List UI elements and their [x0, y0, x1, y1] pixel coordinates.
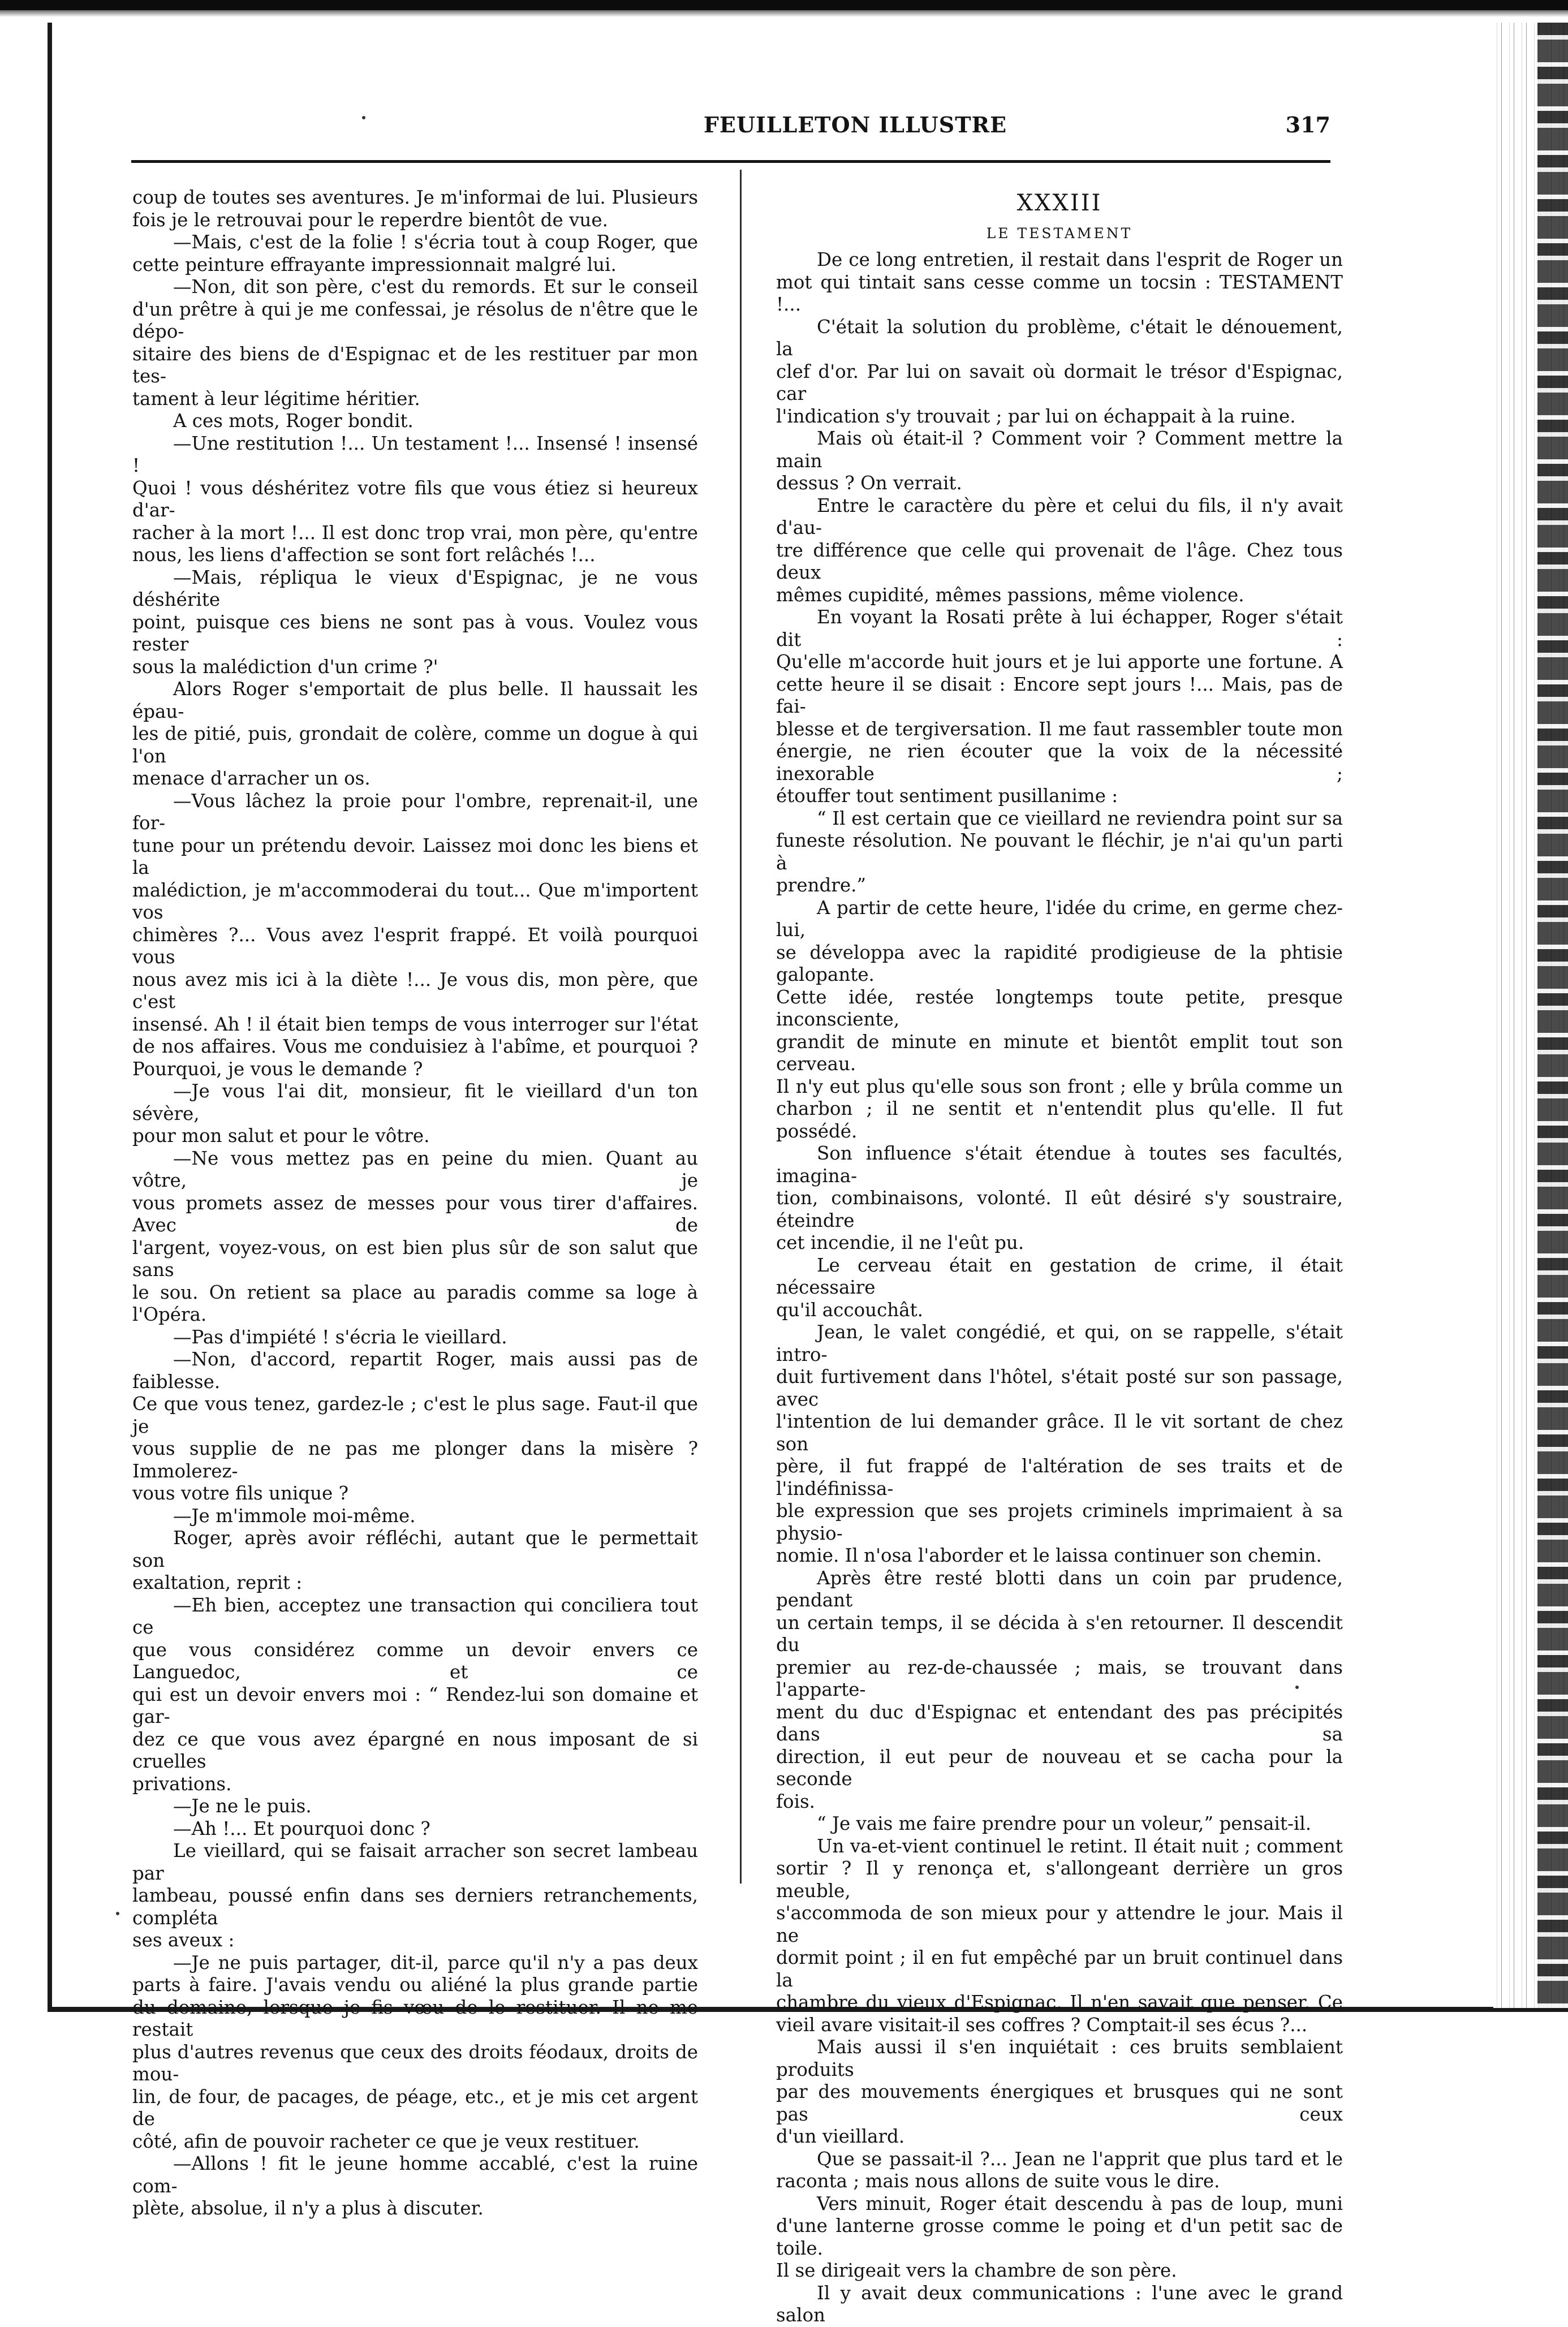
- column-divider: [740, 170, 742, 1884]
- chapter-number: XXXIII: [1016, 190, 1102, 216]
- text-line: les de pitié, puis, grondait de colère, comme un dogue à qui l'on: [132, 723, 698, 767]
- text-line: Il y avait deux communications : l'une avec le grand salon: [776, 2282, 1343, 2326]
- text-line: tre différence que celle qui provenait de l'âge. Chez tous deux: [776, 539, 1343, 583]
- text-line: —Allons ! fit le jeune homme accablé, c'est la ruine com-: [132, 2153, 698, 2197]
- text-line: lin, de four, de pacages, de péage, etc., et je mis cet argent de: [132, 2085, 698, 2130]
- text-line: parts à faire. J'avais vendu ou aliéné la plus grande partie: [132, 1974, 698, 1996]
- text-line: clef d'or. Par lui on savait où dormait le trésor d'Espignac, car: [776, 360, 1343, 404]
- text-line: Cette idée, restée longtemps toute petite, presque inconsciente,: [776, 986, 1343, 1030]
- text-line: plète, absolue, il n'y a plus à discuter.: [132, 2197, 484, 2219]
- running-title: FEUILLETON ILLUSTRE: [703, 112, 1007, 137]
- text-line: fois je le retrouvai pour le reperdre bientôt de vue.: [132, 209, 608, 231]
- text-line: charbon ; il ne sentit et n'entendit plus qu'elle. Il fut possédé.: [776, 1098, 1343, 1142]
- text-line: Quoi ! vous déshéritez votre fils que vous étiez si heureux d'ar-: [132, 477, 698, 521]
- text-line: duit furtivement dans l'hôtel, s'était posté sur son passage, avec: [776, 1366, 1343, 1410]
- scan-edge-top-shade: [0, 10, 1568, 17]
- text-line: Son influence s'était étendue à toutes ses facultés, imagina-: [776, 1143, 1343, 1187]
- text-line: En voyant la Rosati prête à lui échapper, Roger s'était dit :: [776, 606, 1343, 650]
- text-line: Que se passait-il ?... Jean ne l'apprit que plus tard et le: [817, 2148, 1343, 2170]
- text-line: sortir ? Il y renonça et, s'allongeant derrière un gros meuble,: [776, 1858, 1343, 1902]
- text-line: plus d'autres revenus que ceux des droits féodaux, droits de mou-: [132, 2041, 698, 2085]
- text-line: insensé. Ah ! il était bien temps de vous interroger sur l'état: [132, 1013, 698, 1035]
- text-line: le sou. On retient sa place au paradis comme sa loge à l'Opéra.: [132, 1281, 698, 1325]
- text-line: —Ne vous mettez pas en peine du mien. Quant au vôtre, je: [132, 1147, 698, 1191]
- text-line: énergie, ne rien écouter que la voix de la nécessité inexorable ;: [776, 740, 1343, 785]
- text-line: dormit point ; il en fut empêché par un bruit continuel dans la: [776, 1947, 1343, 1991]
- text-line: coup de toutes ses aventures. Je m'informai de lui. Plusieurs: [132, 187, 698, 208]
- left-column: [132, 187, 698, 2220]
- text-line: pour mon salut et pour le vôtre.: [132, 1125, 430, 1147]
- text-line: l'argent, voyez-vous, on est bien plus sûr de son salut que sans: [132, 1236, 698, 1281]
- right-column: [776, 187, 1343, 2327]
- text-line: De ce long entretien, il restait dans l'esprit de Roger un: [817, 249, 1343, 270]
- text-line: d'une lanterne grosse comme le poing et d'un petit sac de toile.: [776, 2215, 1343, 2259]
- text-line: ble expression que ses projets criminels imprimaient à sa physio-: [776, 1500, 1343, 1544]
- text-line: —Une restitution !... Un testament !... Insensé ! insensé !: [132, 432, 698, 476]
- text-line: blesse et de tergiversation. Il me faut rassembler toute mon: [776, 718, 1343, 740]
- text-line: prendre.”: [776, 874, 867, 896]
- scan-binding-right: [1537, 23, 1568, 2008]
- text-line: Vers minuit, Roger était descendu à pas de loup, muni: [817, 2192, 1343, 2214]
- text-line: privations.: [132, 1773, 232, 1795]
- text-line: chambre du vieux d'Espignac. Il n'en savait que penser. Ce: [776, 1992, 1343, 2013]
- text-line: qui est un devoir envers moi : “ Rendez-lui son domaine et gar-: [132, 1683, 698, 1727]
- text-line: grandit de minute en minute et bientôt emplit tout son cerveau.: [776, 1031, 1343, 1075]
- text-line: Qu'elle m'accorde huit jours et je lui apporte une fortune. A: [776, 651, 1343, 673]
- text-line: tune pour un prétendu devoir. Laissez moi donc les biens et la: [132, 834, 698, 878]
- text-line: tament à leur légitime héritier.: [132, 387, 420, 410]
- text-line: —Pas d'impiété ! s'écria le vieillard.: [173, 1326, 507, 1348]
- text-line: Il n'y eut plus qu'elle sous son front ; elle y brûla comme un: [776, 1075, 1343, 1097]
- text-line: vieil avare visitait-il ses coffres ? Comptait-il ses écus ?...: [776, 2014, 1308, 2036]
- text-line: côté, afin de pouvoir racheter ce que je veux restituer.: [132, 2130, 640, 2152]
- text-line: —Je ne le puis.: [173, 1795, 312, 1817]
- text-line: —Je ne puis partager, dit-il, parce qu'il n'y a pas deux: [173, 1951, 698, 1973]
- text-line: —Non, dit son père, c'est du remords. Et sur le conseil: [173, 276, 698, 298]
- text-line: “ Je vais me faire prendre pour un voleur,” pensait-il.: [817, 1813, 1312, 1834]
- text-line: cette peinture effrayante impressionnait malgré lui.: [132, 253, 617, 275]
- chapter-title: LE TESTAMENT: [986, 225, 1133, 242]
- text-line: Le cerveau était en gestation de crime, il était nécessaire: [776, 1254, 1343, 1298]
- text-line: —Eh bien, acceptez une transaction qui conciliera tout ce: [132, 1594, 698, 1638]
- text-line: —Mais, c'est de la folie ! s'écria tout à coup Roger, que: [173, 231, 698, 253]
- text-line: racher à la mort !... Il est donc trop vrai, mon père, qu'entre: [132, 522, 698, 544]
- page-header: [131, 112, 1330, 152]
- text-line: dez ce que vous avez épargné en nous imposant de si cruelles: [132, 1728, 698, 1772]
- text-line: Le vieillard, qui se faisait arracher son secret lambeau par: [132, 1840, 698, 1884]
- scan-edge-left: [48, 23, 52, 2008]
- text-line: nous, les liens d'affection se sont fort relâchés !...: [132, 544, 596, 566]
- text-line: sitaire des biens de d'Espignac et de les restituer par mon tes-: [132, 343, 698, 387]
- text-line: que vous considérez comme un devoir envers ce Languedoc, et ce: [132, 1639, 698, 1683]
- text-line: de nos affaires. Vous me conduisiez à l'abîme, et pourquoi ?: [132, 1036, 698, 1057]
- text-line: cette heure il se disait : Encore sept jours !... Mais, pas de fai-: [776, 673, 1343, 717]
- print-speck: [362, 116, 365, 119]
- text-line: Ce que vous tenez, gardez-le ; c'est le plus sage. Faut-il que je: [132, 1393, 698, 1437]
- text-line: père, il fut frappé de l'altération de ses traits et de l'indéfinissa-: [776, 1455, 1343, 1499]
- text-line: d'un prêtre à qui je me confessai, je résolus de n'être que le dépo-: [132, 298, 698, 342]
- text-line: du domaine, lorsque je fis vœu de le restituer. Il ne me restait: [132, 1996, 698, 2040]
- text-line: —Mais, répliqua le vieux d'Espignac, je ne vous déshérite: [132, 566, 698, 610]
- text-line: l'indication s'y trouvait ; par lui on échappait à la ruine.: [776, 405, 1296, 427]
- text-line: vous votre fils unique ?: [132, 1483, 349, 1504]
- text-line: vous promets assez de messes pour vous tirer d'affaires. Avec de: [132, 1192, 698, 1236]
- text-line: “ Il est certain que ce vieillard ne reviendra point sur sa: [817, 807, 1343, 829]
- text-line: A partir de cette heure, l'idée du crime, en germe chez-lui,: [776, 897, 1343, 941]
- text-line: A ces mots, Roger bondit.: [173, 410, 413, 432]
- text-line: ses aveux :: [132, 1929, 235, 1951]
- text-line: —Vous lâchez la proie pour l'ombre, reprenait-il, une for-: [132, 790, 698, 834]
- text-line: lambeau, poussé enfin dans ses derniers retranchements, compléta: [132, 1885, 698, 1929]
- text-line: un certain temps, il se décida à s'en retourner. Il descendit du: [776, 1611, 1343, 1656]
- text-line: tion, combinaisons, volonté. Il eût désiré s'y soustraire, éteindre: [776, 1187, 1343, 1231]
- text-line: Alors Roger s'emportait de plus belle. Il haussait les épau-: [132, 678, 698, 722]
- text-line: par des mouvements énergiques et brusques qui ne sont pas ceux: [776, 2081, 1343, 2125]
- text-line: Mais où était-il ? Comment voir ? Comment mettre la main: [776, 428, 1343, 472]
- text-line: l'intention de lui demander grâce. Il le vit sortant de chez son: [776, 1411, 1343, 1455]
- text-line: menace d'arracher un os.: [132, 768, 371, 789]
- text-line: Mais aussi il s'en inquiétait : ces bruits semblaient produits: [776, 2036, 1343, 2080]
- header-rule: [131, 160, 1330, 163]
- text-line: sous la malédiction d'un crime ?': [132, 656, 438, 678]
- text-line: Jean, le valet congédié, et qui, on se rappelle, s'était intro-: [776, 1321, 1343, 1365]
- text-line: nous avez mis ici à la diète !... Je vous dis, mon père, que c'est: [132, 968, 698, 1012]
- text-line: funeste résolution. Ne pouvant le fléchir, je n'ai qu'un parti à: [776, 830, 1343, 874]
- text-line: nomie. Il n'osa l'aborder et le laissa continuer son chemin.: [776, 1545, 1322, 1566]
- text-line: mêmes cupidité, mêmes passions, même violence.: [776, 584, 1244, 606]
- text-line: ment du duc d'Espignac et entendant des pas précipités dans sa: [776, 1701, 1343, 1745]
- text-line: Entre le caractère du père et celui du fils, il n'y avait d'au-: [776, 494, 1343, 538]
- text-line: chimères ?... Vous avez l'esprit frappé. Et voilà pourquoi vous: [132, 924, 698, 968]
- text-line: dessus ? On verrait.: [776, 472, 962, 494]
- text-line: d'un vieillard.: [776, 2126, 905, 2147]
- page-number: 317: [1285, 112, 1330, 137]
- text-line: vous supplie de ne pas me plonger dans la misère ? Immolerez-: [132, 1438, 698, 1482]
- text-line: point, puisque ces biens ne sont pas à vous. Voulez vous rester: [132, 611, 698, 655]
- text-line: Roger, après avoir réfléchi, autant que le permettait son: [132, 1527, 698, 1571]
- text-line: mot qui tintait sans cesse comme un tocsin : TESTAMENT !...: [776, 271, 1343, 315]
- text-line: fois.: [776, 1790, 815, 1812]
- text-line: s'accommoda de son mieux pour y attendre le jour. Mais il ne: [776, 1902, 1343, 1946]
- scan-edge-top: [0, 0, 1568, 10]
- text-line: —Je m'immole moi-même.: [173, 1505, 416, 1527]
- text-line: Un va-et-vient continuel le retint. Il était nuit ; comment: [817, 1835, 1343, 1857]
- text-line: malédiction, je m'accommoderai du tout... Que m'importent vos: [132, 879, 698, 923]
- text-line: —Non, d'accord, repartit Roger, mais aussi pas de faiblesse.: [132, 1348, 698, 1393]
- text-line: —Je vous l'ai dit, monsieur, fit le vieillard d'un ton sévère,: [132, 1080, 698, 1124]
- text-line: Après être resté blotti dans un coin par prudence, pendant: [776, 1567, 1343, 1611]
- text-line: cet incendie, il ne l'eût pu.: [776, 1232, 1024, 1253]
- text-line: raconta ; mais nous allons de suite vous le dire.: [776, 2170, 1220, 2192]
- text-line: premier au rez-de-chaussée ; mais, se trouvant dans l'apparte-: [776, 1656, 1343, 1700]
- text-line: C'était la solution du problème, c'était le dénouement, la: [776, 316, 1343, 360]
- text-line: se développa avec la rapidité prodigieuse de la phtisie galopante.: [776, 941, 1343, 985]
- text-line: qu'il accouchât.: [776, 1299, 923, 1321]
- text-line: Pourquoi, je vous le demande ?: [132, 1058, 423, 1080]
- text-line: exaltation, reprit :: [132, 1572, 303, 1593]
- text-line: étouffer tout sentiment pusillanime :: [776, 785, 1118, 807]
- text-line: —Ah !... Et pourquoi donc ?: [173, 1817, 430, 1839]
- text-line: direction, il eut peur de nouveau et se cacha pour la seconde: [776, 1746, 1343, 1790]
- text-line: Il se dirigeait vers la chambre de son père.: [776, 2260, 1177, 2281]
- print-speck: [116, 1912, 119, 1915]
